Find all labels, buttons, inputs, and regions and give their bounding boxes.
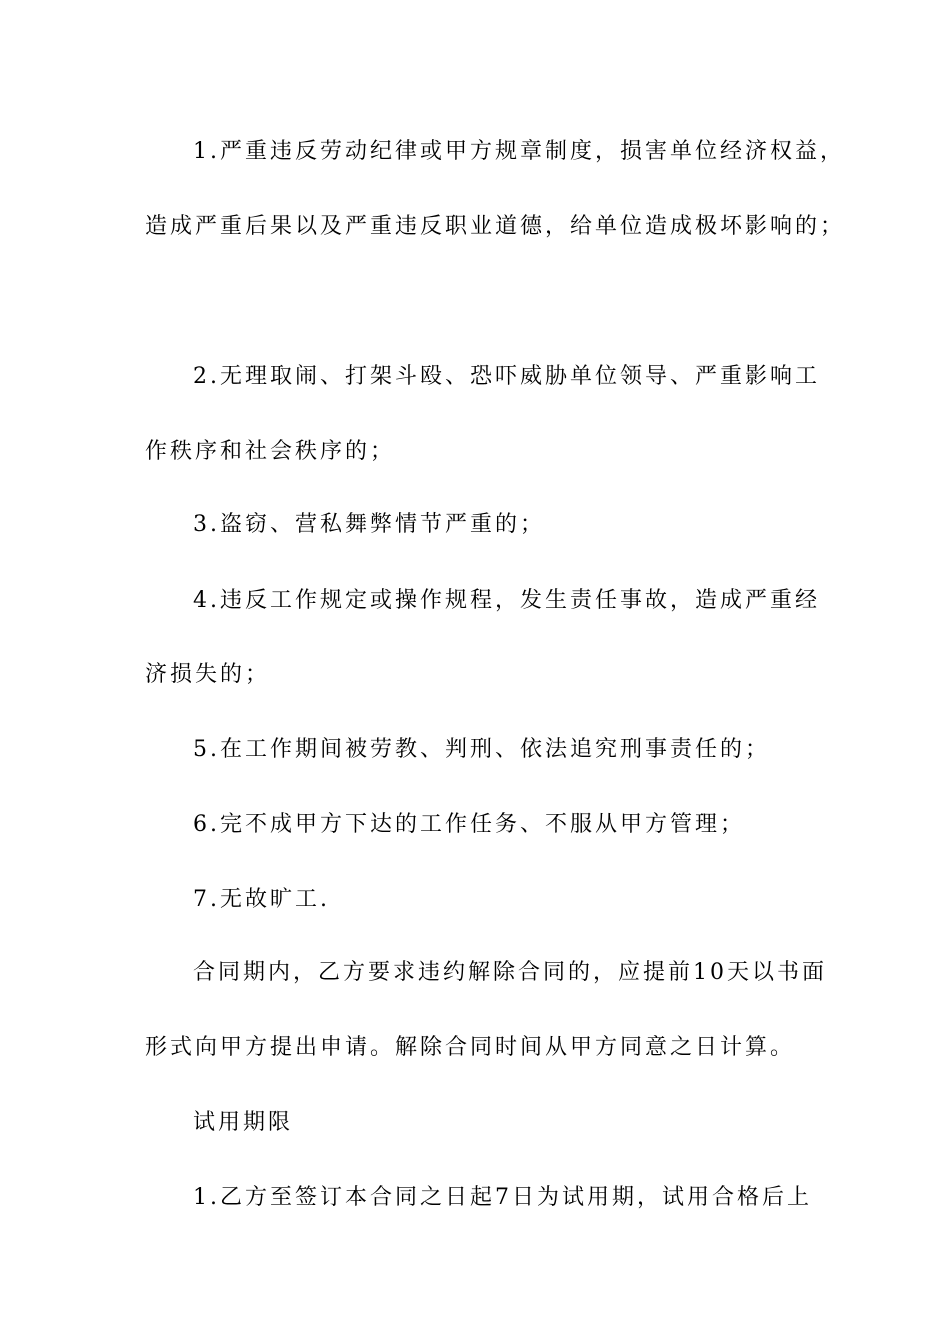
paragraph-line: 形式向甲方提出申请。解除合同时间从甲方同意之日计算。	[145, 1035, 796, 1060]
paragraph-line: 合同期内，乙方要求违约解除合同的，应提前10天以书面	[193, 960, 827, 985]
paragraph-line: 5.在工作期间被劳教、判刑、依法追究刑事责任的；	[193, 737, 770, 762]
paragraph-line: 6.完不成甲方下达的工作任务、不服从甲方管理；	[193, 812, 745, 837]
paragraph-line: 济损失的；	[145, 662, 271, 687]
paragraph-line: 造成严重后果以及严重违反职业道德，给单位造成极坏影响的；	[145, 214, 846, 239]
paragraph-line: 作秩序和社会秩序的；	[145, 439, 396, 464]
section-heading: 试用期限	[193, 1110, 294, 1135]
paragraph-line: 1.严重违反劳动纪律或甲方规章制度，损害单位经济权益，	[193, 139, 845, 164]
paragraph-line: 4.违反工作规定或操作规程，发生责任事故，造成严重经	[193, 588, 820, 613]
paragraph-line: 7.无故旷工.	[193, 887, 330, 912]
paragraph-line: 1.乙方至签订本合同之日起7日为试用期，试用合格后上	[193, 1185, 812, 1210]
paragraph-line: 3.盗窃、营私舞弊情节严重的；	[193, 512, 545, 537]
paragraph-line: 2.无理取闹、打架斗殴、恐吓威胁单位领导、严重影响工	[193, 364, 820, 389]
